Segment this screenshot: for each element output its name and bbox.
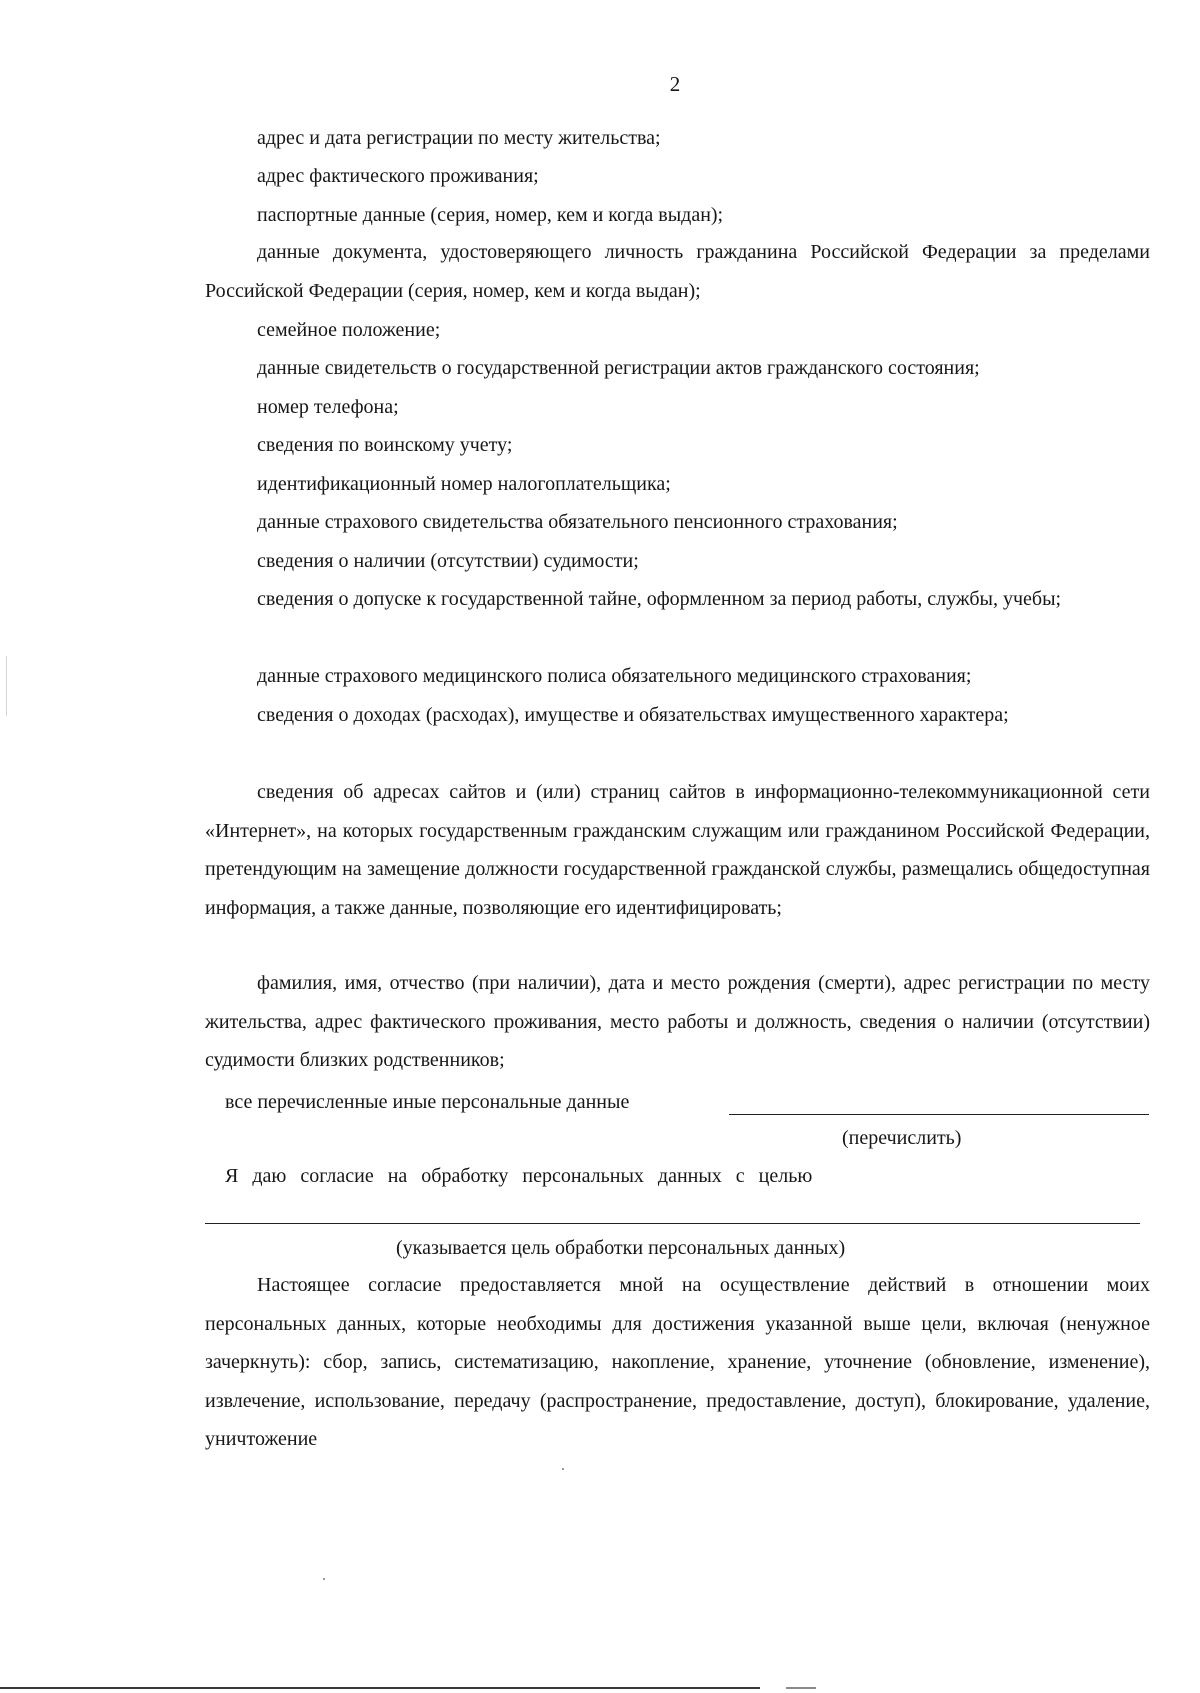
scan-speck [562, 1468, 564, 1470]
other-data-caption: (перечислить) [842, 1127, 962, 1149]
purpose-caption: (указывается цель обработки персональных данных) [396, 1237, 846, 1259]
final-paragraph: Настоящее согласие предоставляется мной на осуществление действий в отношении моих персональных данных, которые необходимы для достижения указанной выше цели, включая (ненужное зачеркнуть): сбор, запись, систематизацию, накопление, хранение, уточнение (обновление, изменение), извлечение, использование, передачу (распространение, предоставление, доступ), блокирование, удаление, уничтожение [205, 1274, 1150, 1450]
list-item: сведения о наличии (отсутствии) судимости; [257, 550, 639, 572]
list-item: адрес и дата регистрации по месту жительства; [257, 127, 661, 149]
list-item: данные свидетельств о государственной регистрации актов гражданского состояния; [257, 357, 980, 379]
list-item: семейное положение; [257, 319, 441, 341]
other-data-label: все перечисленные иные персональные данные [225, 1091, 630, 1113]
scan-margin-mark [6, 656, 7, 716]
list-item: фамилия, имя, отчество (при наличии), дата и место рождения (смерти), адрес регистрации по месту жительства, адрес фактического проживания, место работы и должность, сведения о наличии (отсутствии) судимости близких родственников; [205, 972, 1150, 1071]
bottom-edge-rule [786, 1687, 816, 1689]
list-item: данные страхового свидетельства обязательного пенсионного страхования; [257, 511, 898, 533]
list-item: адрес фактического проживания; [257, 165, 539, 187]
list-item: сведения по воинскому учету; [257, 434, 513, 456]
list-item: данные документа, удостоверяющего личность гражданина Российской Федерации за пределами Российской Федерации (серия, номер, кем и когда выдан); [205, 241, 1150, 302]
other-data-blank-line [729, 1114, 1149, 1115]
list-item: сведения о доходах (расходах), имуществе и обязательствах имущественного характера; [257, 704, 1009, 726]
list-item: сведения о допуске к государственной тайне, оформленном за период работы, службы, учебы; [257, 588, 1062, 610]
scan-speck [323, 1578, 325, 1580]
list-item: номер телефона; [257, 396, 399, 418]
bottom-edge-rule [0, 1687, 760, 1689]
list-item: идентификационный номер налогоплательщика; [257, 473, 671, 495]
list-item: паспортные данные (серия, номер, кем и когда выдан); [257, 204, 724, 226]
purpose-blank-line [205, 1223, 1140, 1224]
list-item: сведения об адресах сайтов и (или) страниц сайтов в информационно-телекоммуникационной сети «Интернет», на которых государственным гражданским служащим или гражданином Российской Федерации, претендующим на замещение должности государственной гражданской службы, размещались общедоступная информация, а также данные, позволяющие его идентифицировать; [205, 781, 1150, 919]
page-number: 2 [669, 72, 681, 96]
consent-text: Я даю согласие на обработку персональных данных с целью [225, 1165, 813, 1187]
list-item: данные страхового медицинского полиса обязательного медицинского страхования; [257, 665, 972, 687]
